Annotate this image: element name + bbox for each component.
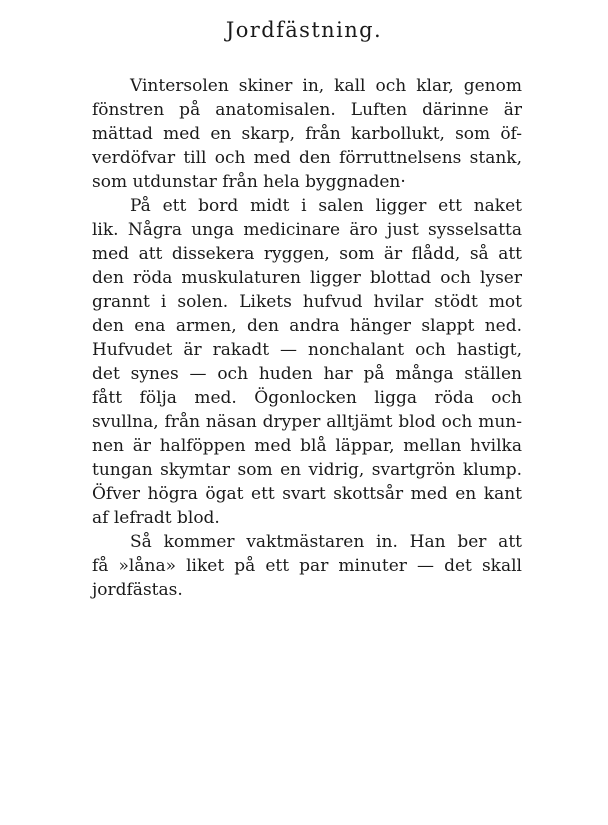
text-line: tungan skymtar som en vidrig, svartgrön klump.	[92, 460, 522, 480]
text-line: På ett bord midt i salen ligger ett naket	[130, 196, 522, 216]
text-line: nen är halföppen med blå läppar, mellan hvilka	[92, 436, 522, 456]
text-line: få »låna» liket på ett par minuter — det skall	[92, 556, 522, 576]
text-line: svullna, från näsan dryper alltjämt blod och mun-	[92, 412, 522, 432]
text-line: verdöfvar till och med den förruttnelsens stank,	[92, 148, 522, 168]
text-line: Så kommer vaktmästaren in. Han ber att	[130, 532, 522, 552]
text-line: den ena armen, den andra hänger slappt ned.	[92, 316, 522, 336]
text-line: med att dissekera ryggen, som är flådd, så att	[92, 244, 522, 264]
text-line: det synes — och huden har på många ställen	[92, 364, 522, 384]
text-line: Vintersolen skiner in, kall och klar, genom	[130, 76, 522, 96]
text-line: jordfästas.	[92, 580, 183, 600]
text-line: grannt i solen. Likets hufvud hvilar stödt mot	[92, 292, 522, 312]
text-line: af lefradt blod.	[92, 508, 220, 528]
text-line: fönstren på anatomisalen. Luften därinne är	[92, 100, 522, 120]
text-line: Hufvudet är rakadt — nonchalant och hastigt,	[92, 340, 522, 360]
text-line: mättad med en skarp, från karbollukt, som öf-	[92, 124, 522, 144]
text-line: fått följa med. Ögonlocken ligga röda och	[92, 388, 522, 408]
text-line: Öfver högra ögat ett svart skottsår med en kant	[92, 484, 522, 504]
text-line: den röda muskulaturen ligger blottad och lyser	[92, 268, 522, 288]
chapter-title: Jordfästning.	[225, 18, 383, 42]
text-line: lik. Några unga medicinare äro just sysselsatta	[92, 220, 522, 240]
text-line: som utdunstar från hela byggnaden·	[92, 172, 406, 192]
